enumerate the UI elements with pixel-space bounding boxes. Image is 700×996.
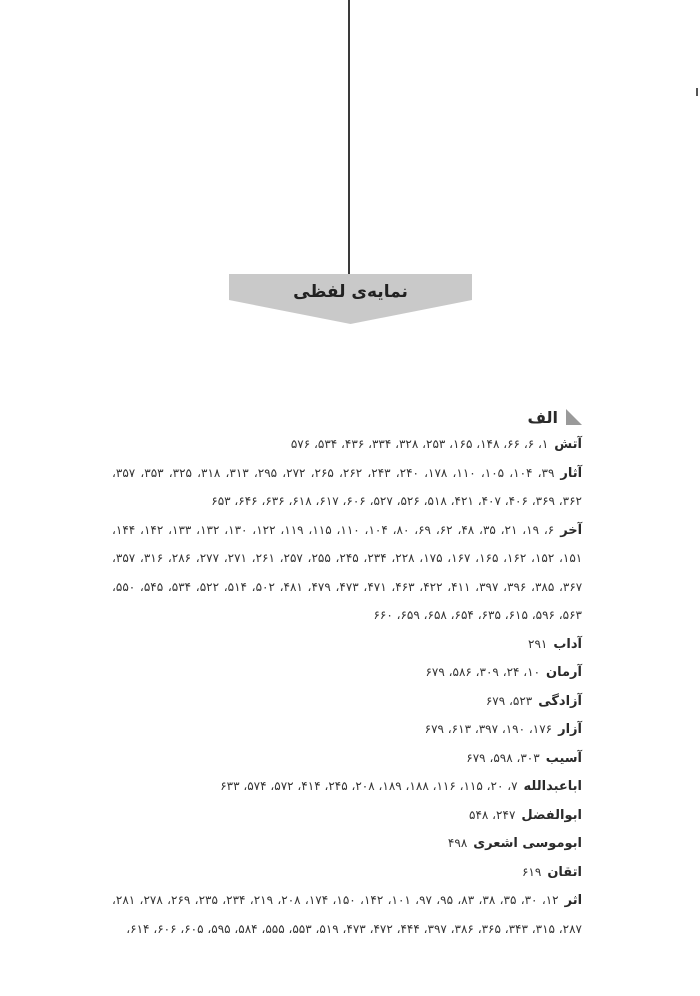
page-numbers: ۷، ۲۰، ۱۱۵، ۱۱۶، ۱۸۸، ۱۸۹، ۲۰۸، ۲۴۵، ۴۱۴، ۵۷۲، ۵۷۴، ۶۳۳ — [220, 779, 518, 793]
page-numbers: ۶۱۹ — [521, 864, 542, 879]
page-numbers: ۴۹۸ — [447, 836, 468, 850]
index-entry-line — [112, 886, 582, 915]
index-term: اتقان — [547, 864, 582, 880]
index-term: آرمان — [546, 665, 582, 680]
index-entry-line — [112, 573, 582, 602]
index-term: آخر — [560, 522, 583, 538]
page-numbers: ۳۶۲، ۳۶۹، ۴۰۶، ۴۰۷، ۴۲۱، ۵۱۸، ۵۲۶، ۵۲۷، ۶۰۶، ۶۱۷، ۶۱۸، ۶۳۶، ۶۴۶، ۶۵۳ — [211, 494, 582, 508]
index-entry-line — [112, 601, 582, 630]
page-numbers: ۱۷۶، ۱۹۰، ۳۹۷، ۶۱۳، ۶۷۹ — [424, 722, 553, 736]
index-entry-line — [112, 516, 582, 545]
index-entry-line — [112, 687, 582, 716]
section-heading — [112, 404, 582, 430]
index-content — [112, 404, 582, 943]
index-entry-line — [112, 430, 582, 459]
section-letter: الف — [527, 407, 558, 427]
index-entry-line — [112, 459, 582, 488]
index-term: ابوالفضل — [521, 807, 582, 823]
index-term: اثر — [564, 893, 583, 908]
index-entry-line — [112, 915, 582, 944]
index-entry-line — [112, 772, 582, 801]
triangle-marker-icon — [566, 409, 582, 425]
index-term: آداب — [553, 636, 582, 652]
index-term: اباعبدالله — [523, 779, 582, 794]
chapter-banner — [229, 274, 472, 324]
page-numbers: ۳۹، ۱۰۴، ۱۰۵، ۱۱۰، ۱۷۸، ۲۴۰، ۲۴۳، ۲۶۲، ۲۶۵، ۲۷۲، ۲۹۵، ۳۱۳، ۳۱۸، ۳۲۵، ۳۵۳، ۳۵۷، — [112, 465, 555, 480]
page-numbers: ۲۴۷، ۵۴۸ — [469, 807, 516, 822]
index-entry-line — [112, 487, 582, 516]
index-term: آسیب — [545, 750, 582, 766]
index-term: آثار — [560, 465, 583, 481]
page-numbers: ۲۸۷، ۳۱۵، ۳۴۳، ۳۶۵، ۳۸۶، ۳۹۷، ۴۴۴، ۴۷۲، ۴۷۳، ۵۱۹، ۵۵۳، ۵۵۵، ۵۸۴، ۵۹۵، ۶۰۵، ۶۰۶، ۶۱۴، — [126, 921, 582, 936]
index-term: ابوموسی اشعری — [473, 836, 582, 851]
index-term: آزادگی — [538, 693, 582, 709]
index-entry-line — [112, 715, 582, 744]
vertical-rule — [348, 0, 350, 276]
index-entry-line — [112, 801, 582, 830]
index-entry-line — [112, 658, 582, 687]
page-numbers: ۶، ۱۹، ۲۱، ۳۵، ۴۸، ۶۲، ۶۹، ۸۰، ۱۰۴، ۱۱۰، ۱۱۵، ۱۱۹، ۱۲۲، ۱۳۰، ۱۳۲، ۱۳۳، ۱۴۲، ۱۴۴، — [112, 522, 555, 537]
page-numbers: ۱۰، ۲۴، ۳۰۹، ۵۸۶، ۶۷۹ — [425, 665, 541, 679]
index-entry-line — [112, 829, 582, 858]
chapter-title: نمایه‌ی لفظی — [293, 282, 408, 302]
page-numbers: ۵۲۳، ۶۷۹ — [485, 693, 533, 708]
page-numbers: ۳۶۷، ۳۸۵، ۳۹۶، ۳۹۷، ۴۱۱، ۴۲۲، ۴۶۳، ۴۷۱، ۴۷۳، ۴۷۹، ۴۸۱، ۵۰۲، ۵۱۴، ۵۲۲، ۵۳۴، ۵۴۵، ۵۵۰، — [112, 579, 583, 594]
index-entry-line — [112, 744, 582, 773]
page-numbers: ۵۶۳، ۵۹۶، ۶۱۵، ۶۳۵، ۶۵۴، ۶۵۸، ۶۵۹، ۶۶۰ — [373, 608, 582, 622]
index-entries — [112, 430, 582, 943]
index-entry-line — [112, 630, 582, 659]
page-edge-mark — [696, 88, 698, 96]
index-entry-line — [112, 544, 582, 573]
page-numbers: ۳۰۳، ۵۹۸، ۶۷۹ — [466, 750, 540, 765]
index-term: آزار — [558, 722, 582, 737]
page-numbers: ۱، ۶، ۶۶، ۱۴۸، ۱۶۵، ۲۵۳، ۳۲۸، ۳۳۴، ۴۳۶، ۵۳۴، ۵۷۶ — [290, 437, 549, 451]
page-numbers: ۲۹۱ — [528, 636, 548, 651]
index-entry-line — [112, 858, 582, 887]
page-numbers: ۱۵۱، ۱۵۲، ۱۶۲، ۱۶۵، ۱۶۷، ۱۷۵، ۲۲۸، ۲۳۴، ۲۴۵، ۲۵۵، ۲۵۷، ۲۶۱، ۲۷۱، ۲۷۷، ۲۸۶، ۳۱۶، ۳۵۷، — [112, 551, 583, 565]
index-term: آتش — [554, 437, 582, 452]
page-numbers: ۱۲، ۳۰، ۳۵، ۳۸، ۸۳، ۹۵، ۹۷، ۱۰۱، ۱۴۲، ۱۵۰، ۱۷۴، ۲۰۸، ۲۱۹، ۲۳۴، ۲۳۵، ۲۶۹، ۲۷۸، ۲۸۱، — [112, 893, 559, 907]
